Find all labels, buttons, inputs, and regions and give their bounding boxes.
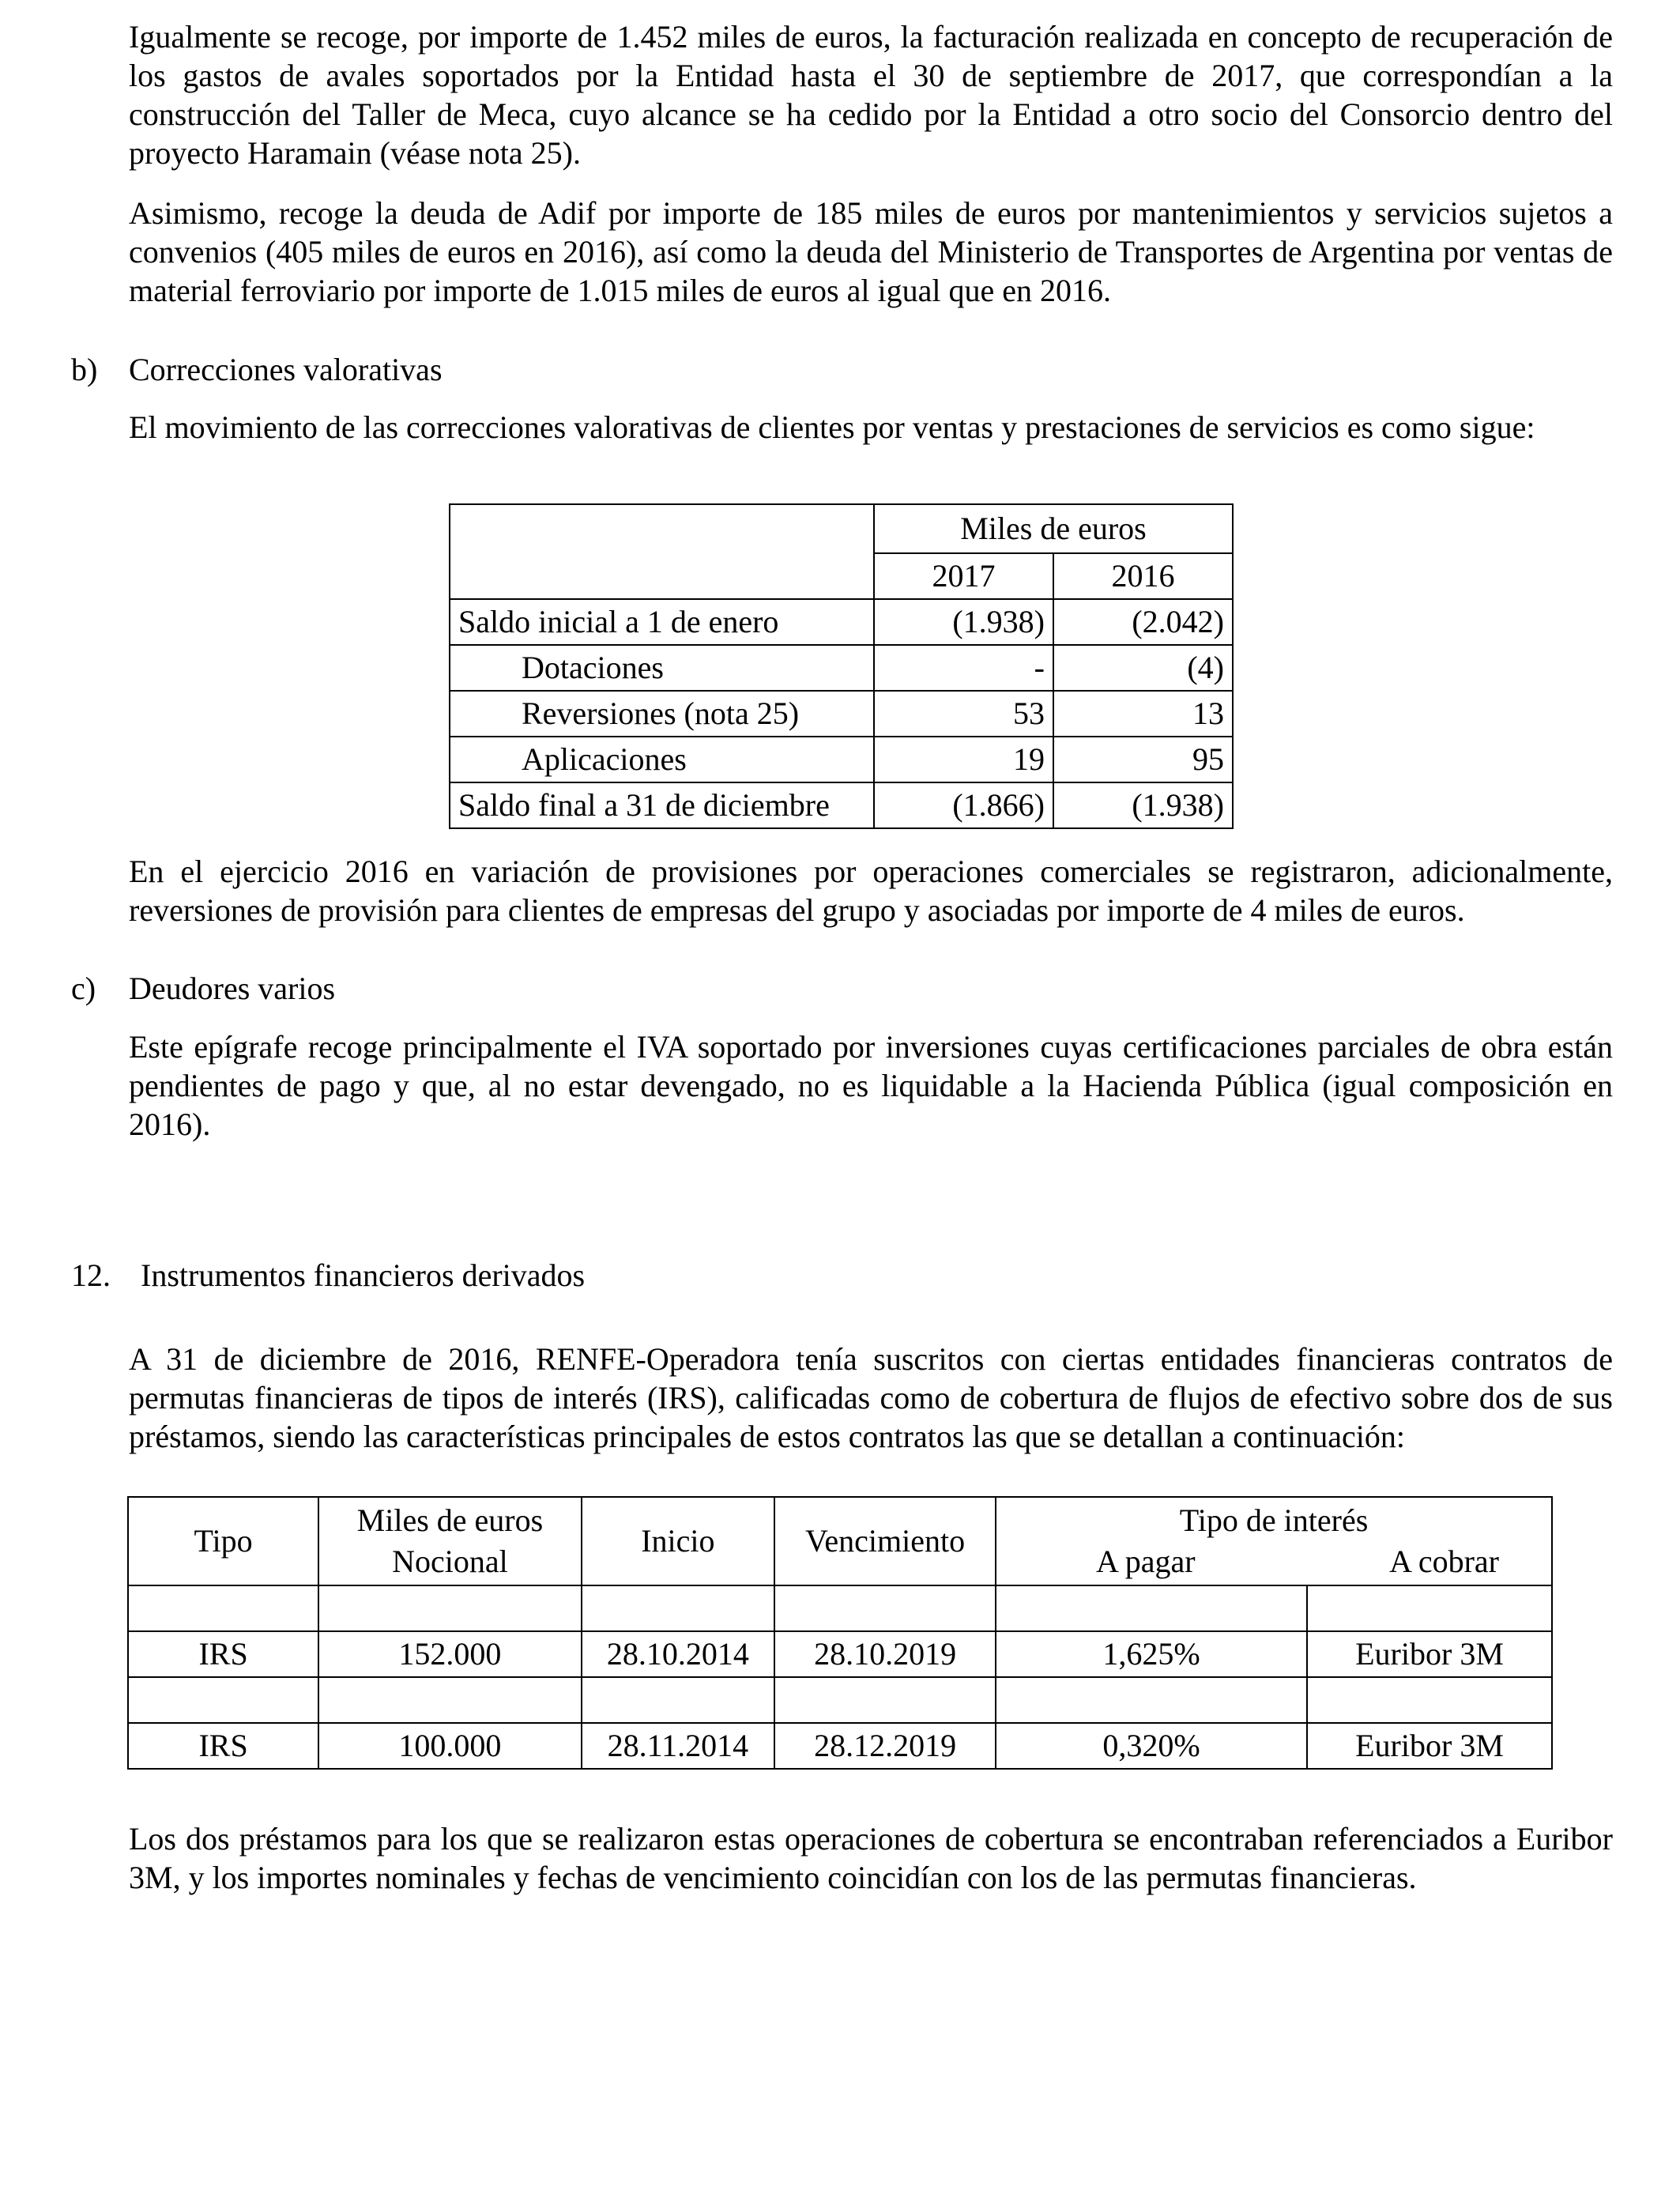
irs-header-inicio: Inicio [582, 1497, 774, 1585]
paragraph-prestamos: Los dos préstamos para los que se realizaron estas operaciones de cobertura se encontraban referenciados a Euribor 3M, y los importes nominales y fechas de vencimiento coincidían con los de las permutas financieras. [129, 1821, 1613, 1895]
irs-header-vencimiento: Vencimiento [774, 1497, 996, 1585]
paragraph-deudores: Este epígrafe recoge principalmente el IVA soportado por inversiones cuyas certificaciones parciales de obra están pendientes de pago y que, al no estar devengado, no es liquidable a la Hacienda Pública (igual composición en 2016). [129, 1029, 1613, 1142]
empty-cell [318, 1677, 582, 1723]
paragraph-ejercicio-2016: En el ejercicio 2016 en variación de provisiones por operaciones comerciales se registraron, adicionalmente, reversiones de provisión para clientes de empresas del grupo y asociadas por importe de 4 miles de euros. [129, 854, 1613, 928]
heading-12-marker: 12. [71, 1257, 111, 1293]
corrections-value-2017: (1.938) [874, 599, 1053, 645]
empty-cell [1307, 1677, 1552, 1723]
table-row [450, 599, 1233, 645]
corrections-value-2017: - [874, 645, 1053, 691]
corrections-row-label: Saldo inicial a 1 de enero [450, 599, 874, 645]
corrections-value-2017: 19 [874, 737, 1053, 782]
empty-cell [582, 1585, 774, 1631]
corrections-row-label: Reversiones (nota 25) [450, 691, 874, 737]
empty-cell [318, 1585, 582, 1631]
irs-header-nocional [318, 1497, 582, 1585]
empty-cell [582, 1677, 774, 1723]
corrections-value-2016: 13 [1053, 691, 1233, 737]
empty-cell [774, 1585, 996, 1631]
heading-c-text: Deudores varios [129, 971, 336, 1006]
empty-cell [996, 1585, 1307, 1631]
corrections-value-2016: 95 [1053, 737, 1233, 782]
paragraph-avales: Igualmente se recoge, por importe de 1.452 miles de euros, la facturación realizada en concepto de recuperación de los gastos de avales soportados por la Entidad hasta el 30 de septiembre de 2017, que correspondían a la construcción del Taller de Meca, cuyo alcance se ha cedido por la Entidad a otro socio del Consorcio dentro del proyecto Haramain (véase nota 25). [129, 19, 1613, 171]
corrections-table [449, 503, 1234, 829]
irs-cell-inicio: 28.10.2014 [582, 1631, 774, 1677]
corrections-year-2017: 2017 [874, 553, 1053, 599]
irs-cell-vencimiento: 28.12.2019 [774, 1723, 996, 1769]
empty-cell [1307, 1585, 1552, 1631]
heading-c-marker: c) [71, 971, 96, 1006]
paragraph-renfe: A 31 de diciembre de 2016, RENFE-Operadora tenía suscritos con ciertas entidades financieras contratos de permutas financieras de tipos de interés (IRS), calificadas como de cobertura de flujos de efectivo sobre dos de sus préstamos, siendo las características principales de estos contratos las que se detallan a continuación: [129, 1341, 1613, 1454]
corrections-row-label: Dotaciones [450, 645, 874, 691]
corrections-group-header: Miles de euros [874, 504, 1233, 553]
irs-cell-a-cobrar: Euribor 3M [1307, 1631, 1552, 1677]
irs-cell-a-pagar: 1,625% [996, 1631, 1307, 1677]
empty-cell [128, 1585, 318, 1631]
corrections-year-2016: 2016 [1053, 553, 1233, 599]
table-row-empty [128, 1677, 1552, 1723]
corrections-row-label: Saldo final a 31 de diciembre [450, 782, 874, 828]
irs-cell-tipo: IRS [128, 1723, 318, 1769]
empty-cell [996, 1677, 1307, 1723]
irs-header-a-cobrar: A cobrar [1389, 1544, 1499, 1579]
corrections-row-label: Aplicaciones [450, 737, 874, 782]
irs-header-a-pagar: A pagar [1096, 1544, 1196, 1579]
table-row [450, 645, 1233, 691]
irs-header-tipo: Tipo [128, 1497, 318, 1585]
heading-12-text: Instrumentos financieros derivados [141, 1257, 586, 1293]
corrections-value-2017: 53 [874, 691, 1053, 737]
empty-cell [774, 1677, 996, 1723]
corrections-empty-cell [450, 504, 874, 599]
irs-header-nocional-top: Miles de euros [356, 1502, 544, 1538]
irs-cell-a-pagar: 0,320% [996, 1723, 1307, 1769]
table-row [128, 1723, 1552, 1769]
irs-header-nocional-bottom: Nocional [392, 1544, 508, 1579]
table-row [450, 691, 1233, 737]
empty-cell [128, 1677, 318, 1723]
corrections-value-2016: (2.042) [1053, 599, 1233, 645]
irs-cell-vencimiento: 28.10.2019 [774, 1631, 996, 1677]
irs-cell-nocional: 100.000 [318, 1723, 582, 1769]
heading-b-text: Correcciones valorativas [129, 352, 443, 387]
corrections-value-2016: (1.938) [1053, 782, 1233, 828]
table-row [128, 1631, 1552, 1677]
irs-table [127, 1496, 1553, 1770]
heading-b-marker: b) [71, 352, 98, 387]
table-row-empty [128, 1585, 1552, 1631]
paragraph-adif: Asimismo, recoge la deuda de Adif por importe de 185 miles de euros por mantenimientos y servicios sujetos a convenios (405 miles de euros en 2016), así como la deuda del Ministerio de Transportes de Argentina por ventas de material ferroviario por importe de 1.015 miles de euros al igual que en 2016. [129, 195, 1613, 308]
irs-cell-a-cobrar: Euribor 3M [1307, 1723, 1552, 1769]
irs-cell-inicio: 28.11.2014 [582, 1723, 774, 1769]
irs-header-tipo-interes [996, 1497, 1552, 1585]
corrections-value-2016: (4) [1053, 645, 1233, 691]
irs-cell-nocional: 152.000 [318, 1631, 582, 1677]
paragraph-movimiento: El movimiento de las correcciones valorativas de clientes por ventas y prestaciones de servicios es como sigue: [129, 409, 1535, 445]
table-row [450, 737, 1233, 782]
corrections-value-2017: (1.866) [874, 782, 1053, 828]
irs-cell-tipo: IRS [128, 1631, 318, 1677]
irs-header-subheaders [1001, 1541, 1546, 1582]
irs-header-tipo-interes-title: Tipo de interés [1179, 1502, 1369, 1538]
table-row [450, 782, 1233, 828]
